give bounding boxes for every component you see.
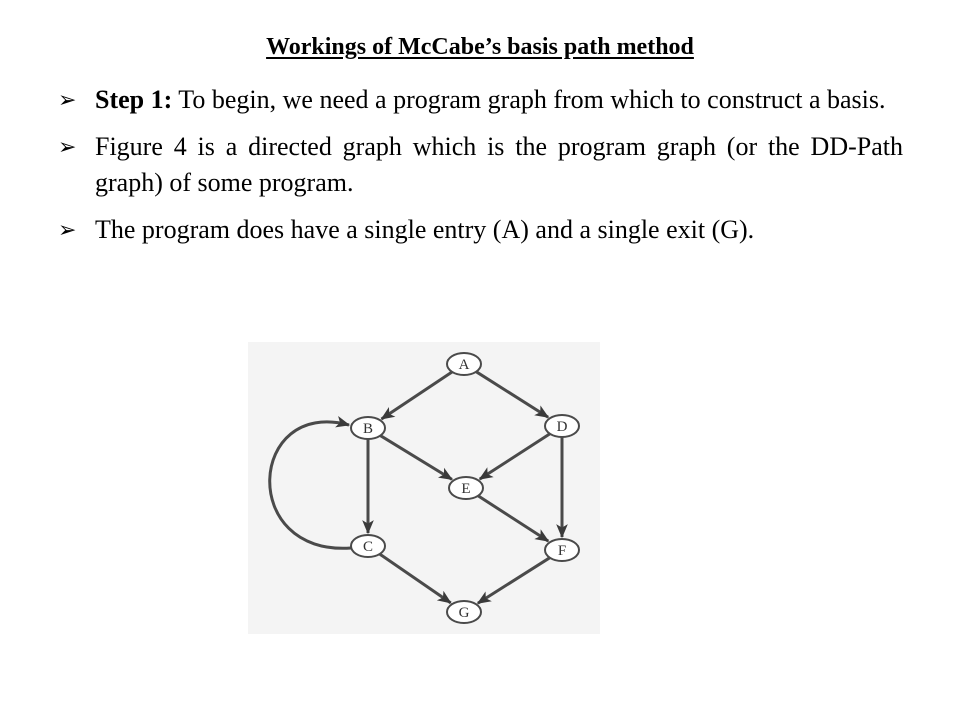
node-f	[545, 539, 579, 561]
node-label: B	[362, 421, 374, 437]
bullet-lead: Step 1:	[95, 85, 173, 114]
node-c	[351, 535, 385, 557]
node-g	[447, 601, 481, 623]
arrow-bullet-icon: ➢	[58, 134, 77, 159]
node-label: G	[458, 605, 470, 621]
slide-title: Workings of McCabe’s basis path method	[266, 34, 694, 60]
arrow-bullet-icon: ➢	[58, 217, 77, 242]
bullet-text: The program does have a single entry (A) and a single exit (G).	[95, 215, 755, 244]
bullet-text: Figure 4 is a directed graph which is the program graph (or the DD-Path graph) of some program.	[95, 132, 903, 197]
program-graph	[248, 342, 600, 634]
bullet-entry-exit	[58, 212, 903, 248]
bullet-text: To begin, we need a program graph from which to construct a basis.	[172, 85, 886, 114]
node-label: E	[461, 481, 471, 497]
node-b	[351, 417, 385, 439]
node-d	[545, 415, 579, 437]
figure-background	[248, 342, 600, 634]
node-a	[447, 353, 481, 375]
node-label: A	[458, 357, 470, 373]
node-label: D	[556, 419, 568, 435]
node-e	[449, 477, 483, 499]
bullet-step-1	[58, 82, 903, 118]
arrow-bullet-icon: ➢	[58, 87, 77, 112]
program-graph-figure	[248, 342, 600, 634]
node-label: C	[362, 539, 374, 555]
bullet-figure-description	[58, 129, 903, 201]
node-label: F	[557, 543, 567, 559]
bullet-list	[58, 82, 903, 259]
